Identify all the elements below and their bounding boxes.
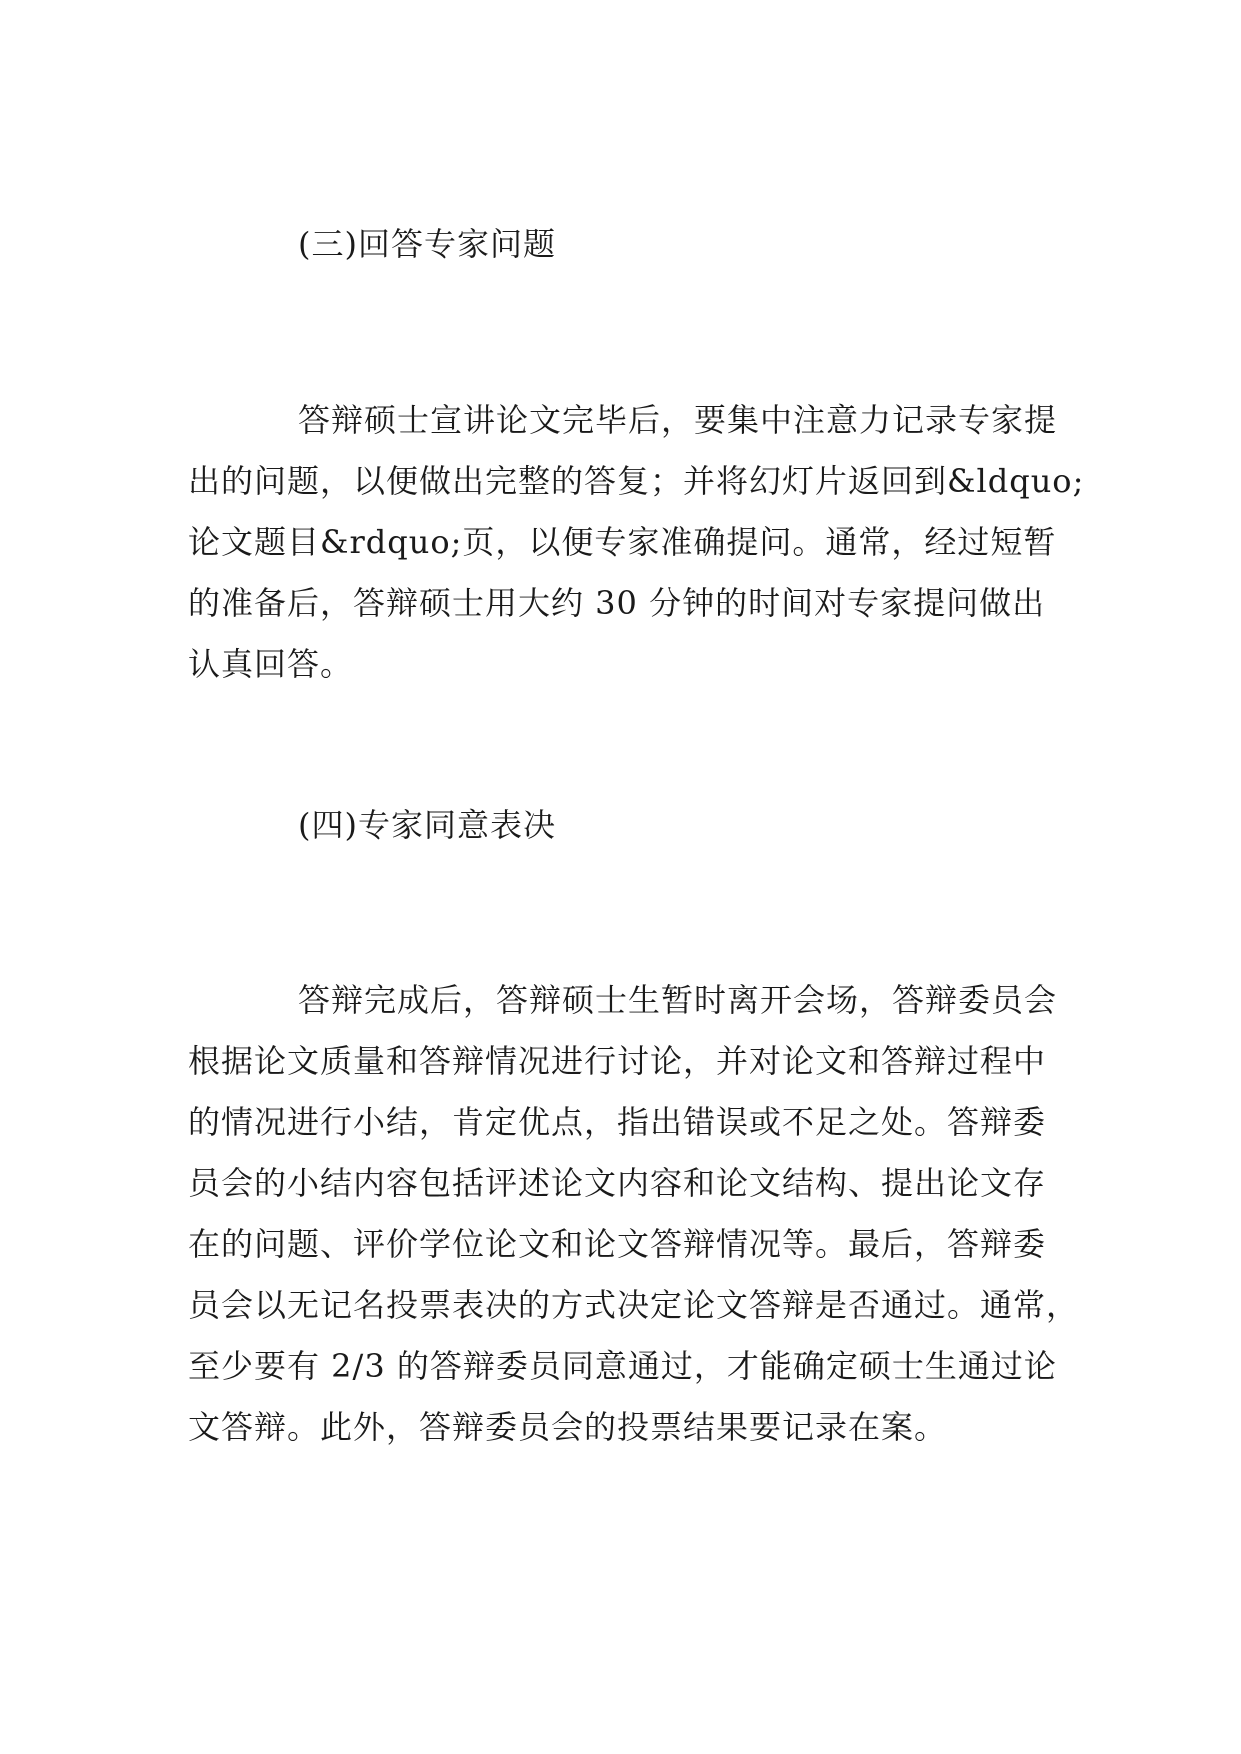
paragraph-line: 至少要有 2/3 的答辩委员同意通过，才能确定硕士生通过论 [188, 1347, 1057, 1385]
paragraph-line: 出的问题，以便做出完整的答复；并将幻灯片返回到&ldquo; [188, 462, 1085, 500]
section-heading-4: (四)专家同意表决 [298, 806, 556, 844]
paragraph-line: 在的问题、评价学位论文和论文答辩情况等。最后，答辩委 [188, 1225, 1047, 1263]
paragraph-line: 文答辩。此外，答辩委员会的投票结果要记录在案。 [188, 1408, 948, 1446]
paragraph-line: 员会的小结内容包括评述论文内容和论文结构、提出论文存 [188, 1164, 1047, 1202]
paragraph-vote [188, 970, 1080, 1458]
paragraph-line: 答辩完成后，答辩硕士生暂时离开会场，答辩委员会 [298, 981, 1058, 1019]
paragraph-line: 论文题目&rdquo;页，以便专家准确提问。通常，经过短暂 [188, 523, 1057, 561]
paragraph-line: 的准备后，答辩硕士用大约 30 分钟的时间对专家提问做出 [188, 584, 1046, 622]
paragraph-line: 的情况进行小结，肯定优点，指出错误或不足之处。答辩委 [188, 1103, 1047, 1141]
paragraph-answer-questions [188, 390, 1085, 695]
paragraph-line: 答辩硕士宣讲论文完毕后，要集中注意力记录专家提 [298, 401, 1058, 439]
section-heading-3: (三)回答专家问题 [298, 225, 556, 263]
paragraph-line: 员会以无记名投票表决的方式决定论文答辩是否通过。通常， [188, 1286, 1080, 1324]
paragraph-line: 根据论文质量和答辩情况进行讨论，并对论文和答辩过程中 [188, 1042, 1047, 1080]
paragraph-line: 认真回答。 [188, 645, 354, 683]
